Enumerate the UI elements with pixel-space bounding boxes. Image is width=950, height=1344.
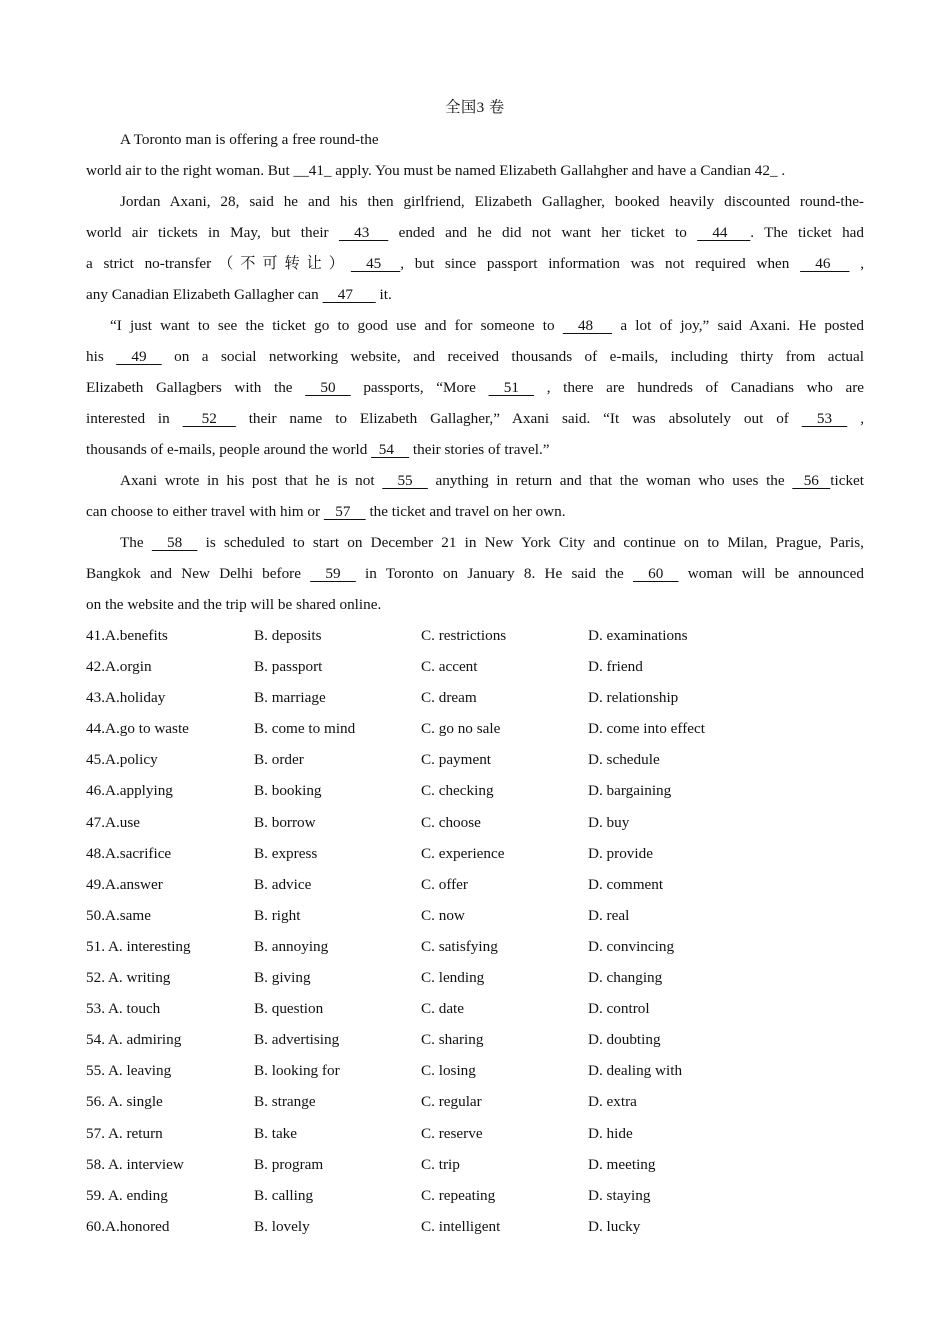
option-c[interactable]: C. restrictions	[421, 627, 507, 644]
option-b[interactable]: B. take	[254, 1124, 298, 1142]
option-d[interactable]: D. buy	[588, 813, 630, 831]
option-row	[86, 1055, 864, 1086]
text: his	[86, 348, 117, 365]
text: ,	[847, 410, 864, 427]
blank-57[interactable]: 57	[323, 503, 366, 520]
option-a[interactable]: 60.A.honored	[86, 1217, 170, 1235]
text: “I just want to see the ticket go to good use and for someone to	[110, 317, 563, 334]
option-b[interactable]: B. come to mind	[254, 720, 356, 738]
option-a[interactable]: 58. A. interview	[86, 1155, 184, 1173]
text: thousands of e-mails, people around the world	[86, 441, 372, 458]
option-b[interactable]: B. annoying	[254, 937, 329, 955]
option-c[interactable]: C. sharing	[421, 1031, 484, 1049]
option-c[interactable]: C. accent	[421, 658, 478, 676]
option-a[interactable]: 41.A.benefits	[86, 627, 168, 644]
text: on a social networking website, and received thousands of e-mails, including thirty from actual	[161, 348, 864, 365]
option-c[interactable]: C. dream	[421, 689, 477, 707]
blank-51[interactable]: 51	[488, 379, 535, 396]
passage-line	[86, 217, 864, 248]
blank-59[interactable]: 59	[310, 565, 356, 582]
option-row	[86, 1118, 864, 1149]
option-row	[86, 1024, 864, 1055]
option-row	[86, 1180, 864, 1211]
option-c[interactable]: C. intelligent	[421, 1217, 501, 1235]
blank-47[interactable]: 47	[322, 286, 376, 303]
passage-line	[86, 124, 864, 155]
text: ticket	[830, 472, 864, 489]
passage-line	[86, 434, 864, 465]
passage	[86, 124, 864, 620]
option-b[interactable]: B. looking for	[254, 1062, 340, 1080]
option-a[interactable]: 44.A.go to waste	[86, 720, 189, 738]
option-b[interactable]: B. passport	[254, 658, 323, 676]
option-a[interactable]: 57. A. return	[86, 1124, 163, 1142]
blank-43[interactable]: 43	[338, 224, 389, 241]
option-d[interactable]: D. comment	[588, 875, 664, 893]
text: interested in	[86, 410, 183, 427]
option-d[interactable]: D. come into effect	[588, 720, 705, 738]
blank-48[interactable]: 48	[562, 317, 613, 334]
passage-line	[86, 155, 864, 186]
text: passports, “More	[350, 379, 489, 396]
blank-55[interactable]: 55	[382, 472, 428, 489]
text: , there are hundreds of Canadians who are	[534, 379, 864, 396]
option-row	[86, 620, 864, 651]
option-row	[86, 651, 864, 682]
text: a lot of joy,” said Axani. He posted	[612, 317, 864, 334]
text: Elizabeth Gallagbers with the	[86, 379, 306, 396]
option-c[interactable]: C. checking	[421, 782, 494, 800]
option-d[interactable]: D. convincing	[588, 937, 675, 955]
text: ,	[849, 255, 864, 272]
option-d[interactable]: D. changing	[588, 969, 663, 987]
blank-52[interactable]: 52	[182, 410, 236, 427]
text: any Canadian Elizabeth Gallagher can	[86, 286, 323, 303]
option-d[interactable]: D. relationship	[588, 689, 679, 707]
option-c[interactable]: C. offer	[421, 875, 468, 893]
option-row	[86, 838, 864, 869]
option-d[interactable]: D. lucky	[588, 1217, 641, 1235]
option-row	[86, 900, 864, 931]
option-b[interactable]: B. giving	[254, 969, 311, 987]
text: . The ticket had	[750, 224, 865, 241]
option-b[interactable]: B. deposits	[254, 627, 322, 644]
option-c[interactable]: C. go no sale	[421, 720, 501, 738]
text: their stories of travel.”	[409, 441, 550, 458]
option-b[interactable]: B. borrow	[254, 813, 316, 831]
option-c[interactable]: C. losing	[421, 1062, 476, 1080]
option-b[interactable]: B. order	[254, 751, 304, 769]
option-d[interactable]: D. staying	[588, 1186, 651, 1204]
blank-45[interactable]: 45	[350, 255, 401, 272]
blank-44[interactable]: 44	[697, 224, 751, 241]
option-d[interactable]: D. meeting	[588, 1155, 656, 1173]
blank-49[interactable]: 49	[116, 348, 162, 365]
option-c[interactable]: C. now	[421, 906, 465, 924]
option-c[interactable]: C. repeating	[421, 1186, 496, 1204]
option-a[interactable]: 48.A.sacrifice	[86, 844, 172, 862]
blank-50[interactable]: 50	[305, 379, 351, 396]
option-d[interactable]: D. extra	[588, 1093, 637, 1111]
option-a[interactable]: 59. A. ending	[86, 1186, 168, 1204]
option-a[interactable]: 51. A. interesting	[86, 937, 191, 955]
option-row	[86, 713, 864, 744]
page-title: 全国3 卷	[445, 99, 505, 116]
blank-41: __41_	[293, 162, 332, 179]
option-b[interactable]: B. express	[254, 844, 318, 862]
text: Axani wrote in his post that he is not	[120, 472, 383, 489]
option-b[interactable]: B. strange	[254, 1093, 316, 1111]
text: is scheduled to start on December 21 in New York City and continue on to Milan, Prague, Paris,	[197, 534, 864, 551]
option-c[interactable]: C. date	[421, 1000, 465, 1018]
blank-46[interactable]: 46	[800, 255, 850, 272]
option-row	[86, 993, 864, 1024]
option-b[interactable]: B. right	[254, 906, 301, 924]
option-d[interactable]: D. examinations	[588, 627, 688, 644]
option-a[interactable]: 55. A. leaving	[86, 1062, 172, 1080]
option-row	[86, 1149, 864, 1180]
text: on the website and the trip will be shared online.	[86, 596, 382, 613]
option-c[interactable]: C. reserve	[421, 1124, 483, 1142]
answer-options	[86, 620, 864, 1242]
option-d[interactable]: D. control	[588, 1000, 650, 1018]
text: their name to Elizabeth Gallagher,” Axani said. “It was absolutely out of	[235, 410, 802, 427]
blank-53[interactable]: 53	[801, 410, 848, 427]
text: world air tickets in May, but their	[86, 224, 339, 241]
option-c[interactable]: C. regular	[421, 1093, 482, 1111]
option-a[interactable]: 50.A.same	[86, 906, 151, 924]
option-a[interactable]: 54. A. admiring	[86, 1031, 182, 1049]
option-b[interactable]: B. program	[254, 1155, 324, 1173]
passage-line	[86, 372, 864, 403]
text: world air to the right woman. But	[86, 162, 294, 179]
passage-line	[86, 403, 864, 434]
option-c[interactable]: C. payment	[421, 751, 492, 769]
option-row	[86, 1211, 864, 1242]
text: a strict no-transfer（不可转让）	[86, 255, 351, 272]
option-d[interactable]: D. provide	[588, 844, 653, 862]
passage-line	[86, 310, 864, 341]
passage-line	[86, 527, 864, 558]
passage-line	[86, 186, 864, 217]
passage-line	[86, 341, 864, 372]
option-a[interactable]: 42.A.orgin	[86, 658, 152, 676]
option-d[interactable]: D. schedule	[588, 751, 660, 769]
option-a[interactable]: 43.A.holiday	[86, 689, 166, 707]
text: The	[120, 534, 152, 551]
passage-line	[86, 496, 864, 527]
option-b[interactable]: B. booking	[254, 782, 322, 800]
option-d[interactable]: D. friend	[588, 658, 643, 676]
blank-56[interactable]: 56	[792, 472, 831, 489]
text: in Toronto on January 8. He said the	[355, 565, 633, 582]
option-row	[86, 775, 864, 806]
option-b[interactable]: B. advice	[254, 875, 312, 893]
option-c[interactable]: C. trip	[421, 1155, 460, 1173]
text: A Toronto man is offering a free round-the	[120, 131, 379, 148]
option-c[interactable]: C. experience	[421, 844, 505, 862]
text: anything in return and that the woman who uses the	[427, 472, 793, 489]
blank-60[interactable]: 60	[632, 565, 679, 582]
option-b[interactable]: B. marriage	[254, 689, 326, 707]
option-row	[86, 744, 864, 775]
option-row	[86, 1086, 864, 1117]
option-a[interactable]: 46.A.applying	[86, 782, 173, 800]
text: Jordan Axani, 28, said he and his then girlfriend, Elizabeth Gallagher, booked heavily discounted round-the-	[120, 193, 864, 210]
blank-54[interactable]: 54	[371, 441, 410, 458]
option-row	[86, 931, 864, 962]
text: can choose to either travel with him or	[86, 503, 324, 520]
option-b[interactable]: B. question	[254, 1000, 324, 1018]
option-b[interactable]: B. lovely	[254, 1217, 310, 1235]
option-d[interactable]: D. bargaining	[588, 782, 672, 800]
passage-line	[86, 465, 864, 496]
text: the ticket and travel on her own.	[365, 503, 566, 520]
option-d[interactable]: D. dealing with	[588, 1062, 683, 1080]
option-c[interactable]: C. lending	[421, 969, 485, 987]
option-d[interactable]: D. doubting	[588, 1031, 661, 1049]
option-a[interactable]: 52. A. writing	[86, 969, 171, 987]
passage-line	[86, 589, 864, 620]
option-d[interactable]: D. real	[588, 906, 630, 924]
passage-line	[86, 279, 864, 310]
option-row	[86, 869, 864, 900]
option-a[interactable]: 56. A. single	[86, 1093, 163, 1111]
text: apply. You must be named Elizabeth Gallahgher and have a Candian 42_ .	[331, 162, 786, 179]
document-page	[86, 96, 864, 1242]
text: ended and he did not want her ticket to	[388, 224, 698, 241]
option-a[interactable]: 47.A.use	[86, 813, 140, 831]
option-a[interactable]: 45.A.policy	[86, 751, 158, 769]
passage-line	[86, 248, 864, 279]
text: , but since passport information was not required when	[400, 255, 801, 272]
option-d[interactable]: D. hide	[588, 1124, 633, 1142]
option-row	[86, 682, 864, 713]
option-b[interactable]: B. advertising	[254, 1031, 340, 1049]
option-a[interactable]: 49.A.answer	[86, 875, 163, 893]
text: it.	[375, 286, 392, 303]
option-b[interactable]: B. calling	[254, 1186, 314, 1204]
option-c[interactable]: C. satisfying	[421, 937, 498, 955]
text: Bangkok and New Delhi before	[86, 565, 311, 582]
option-c[interactable]: C. choose	[421, 813, 481, 831]
text: woman will be announced	[678, 565, 864, 582]
option-a[interactable]: 53. A. touch	[86, 1000, 161, 1018]
passage-line	[86, 558, 864, 589]
blank-58[interactable]: 58	[151, 534, 198, 551]
option-row	[86, 962, 864, 993]
option-row	[86, 807, 864, 838]
